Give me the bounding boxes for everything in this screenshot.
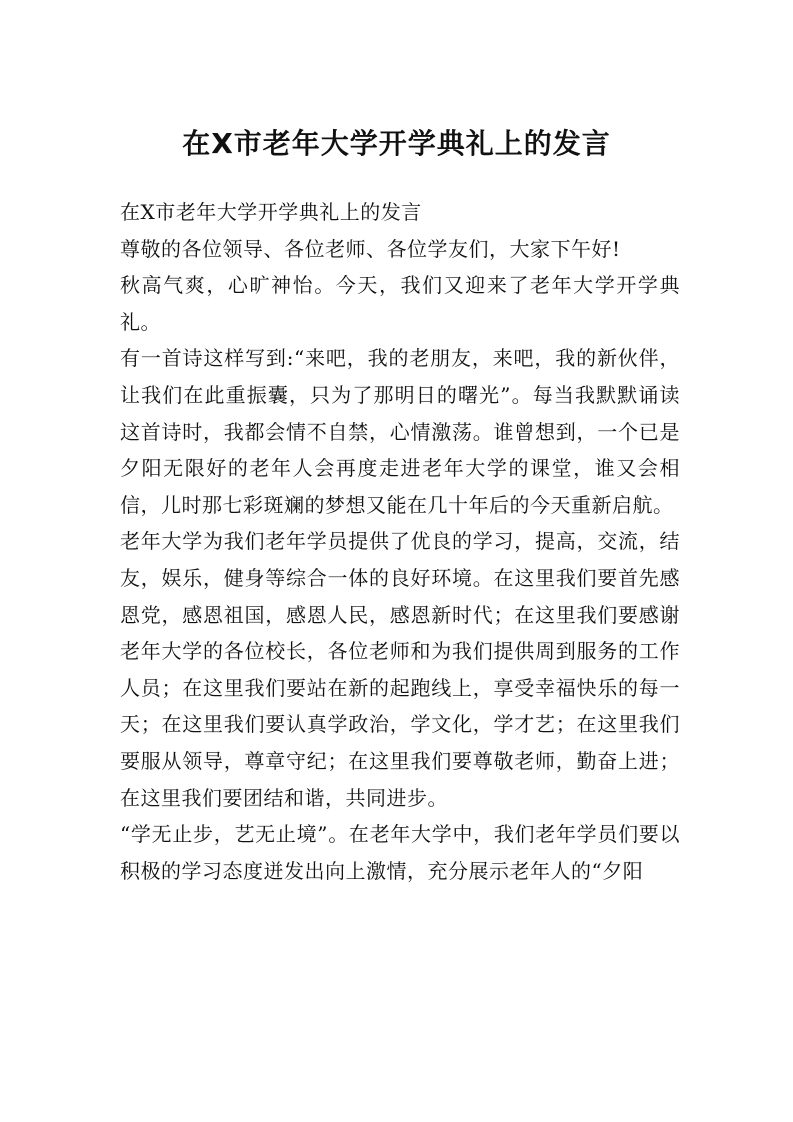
paragraph-learning: “学无止步，艺无止境”。在老年大学中，我们老年学员们要以积极的学习态度迸发出向上激情，充分展示老年人的“夕阳 — [120, 822, 680, 883]
document-title: 在X市老年大学开学典礼上的发言 — [182, 127, 611, 160]
document-body — [120, 194, 680, 889]
paragraph-poem: 有一首诗这样写到:“来吧，我的老朋友，来吧，我的新伙伴，让我们在此重振囊，只为了那明日的曙光”。每当我默默诵读这首诗时，我都会情不自禁，心情激荡。谁曾想到，一个已是夕阳无限好的老年人会再度走进老年大学的课堂，谁又会相信，儿时那七彩斑斓的梦想又能在几十年后的今天重新启航。 — [120, 346, 680, 517]
paragraph-gratitude: 老年大学为我们老年学员提供了优良的学习，提高，交流，结友，娱乐，健身等综合一体的良好环境。在这里我们要首先感恩党，感恩祖国，感恩人民，感恩新时代；在这里我们要感谢老年大学的各位校长，各位老师和为我们提供周到服务的工作人员；在这里我们要站在新的起跑线上，享受幸福快乐的每一天；在这里我们要认真学政治，学文化，学才艺；在这里我们要服从领导，尊章守纪；在这里我们要尊敬老师，勤奋上进；在这里我们要团结和谐，共同进步。 — [120, 529, 680, 810]
paragraph-greeting: 尊敬的各位领导、各位老师、各位学友们，大家下午好! — [120, 236, 621, 261]
paragraph-subtitle: 在X市老年大学开学典礼上的发言 — [120, 200, 422, 224]
paragraph-opening: 秋高气爽，心旷神怡。今天，我们又迎来了老年大学开学典礼。 — [120, 273, 680, 334]
